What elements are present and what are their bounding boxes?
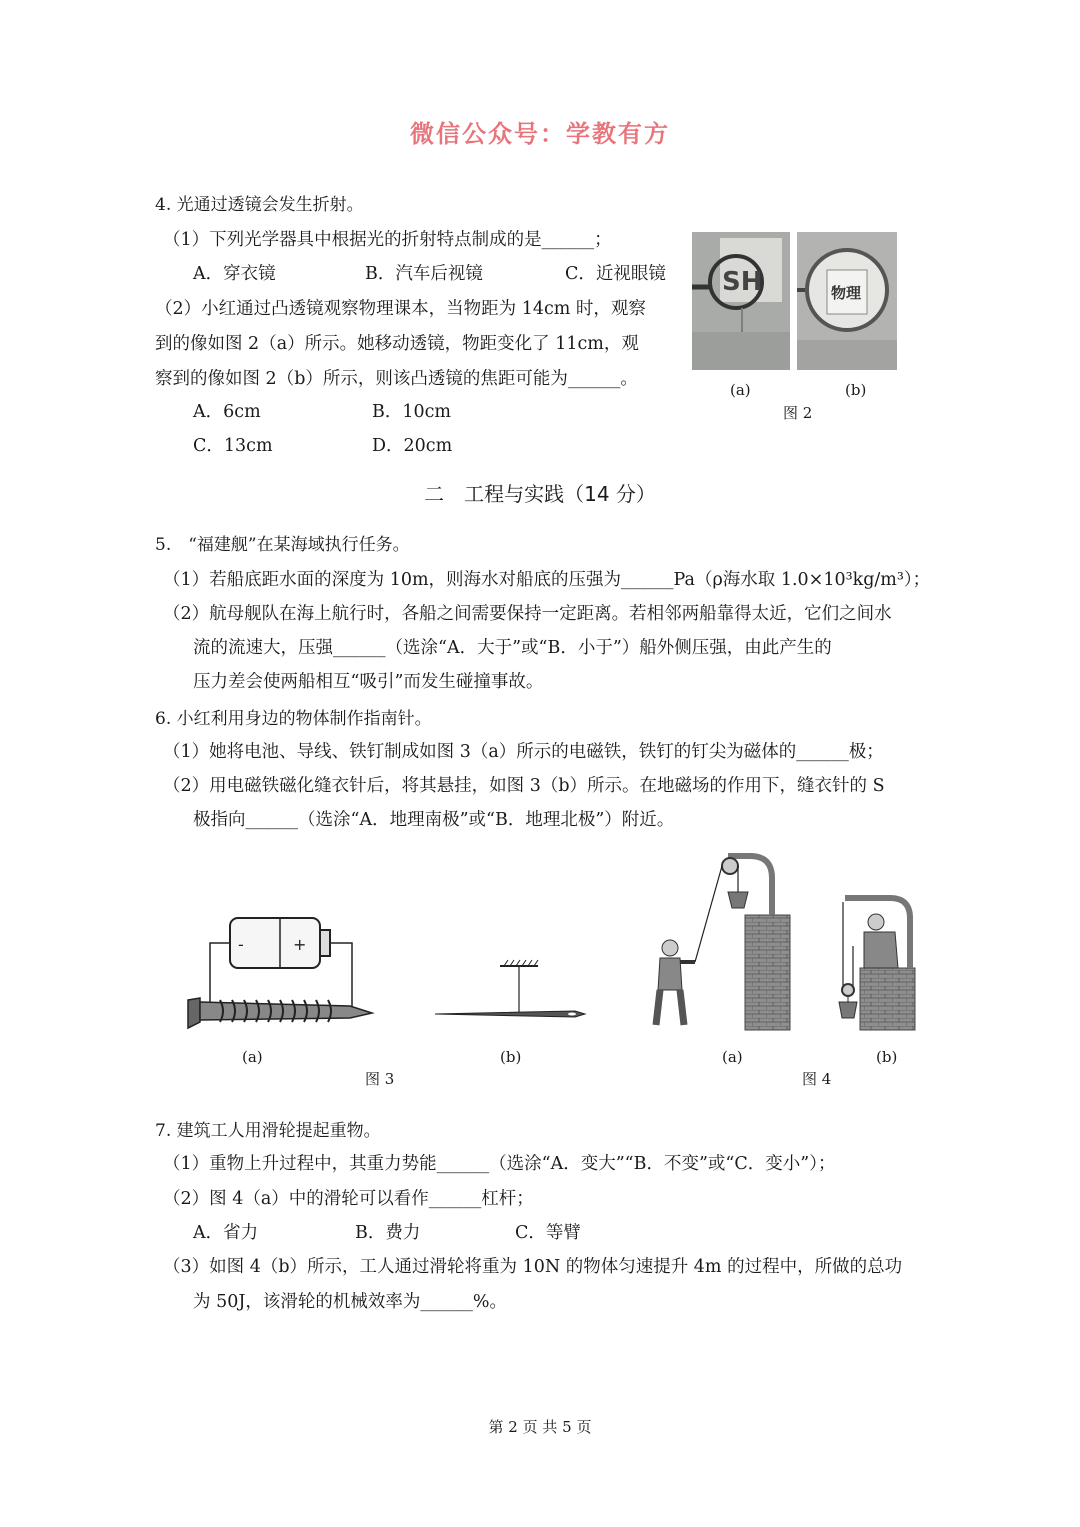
brick-wall-a (745, 915, 790, 1030)
q7-option-a: A．省力 (193, 1223, 259, 1243)
q7-part3-line2: 为 50J，该滑轮的机械效率为______%。 (193, 1292, 507, 1312)
q6-part1: （1）她将电池、导线、铁钉制成如图 3（a）所示的电磁铁，铁钉的钉尖为磁体的______极； (163, 742, 884, 762)
electromagnet-figure (188, 918, 372, 1028)
figure3-label-b: (b) (500, 1048, 522, 1066)
section-title: 二 工程与实践（14 分） (424, 482, 656, 506)
q4-p2-option-c: C．13cm (193, 436, 273, 456)
figure2b-photo (797, 232, 897, 370)
q4-p1-option-b: B．汽车后视镜 (365, 264, 483, 284)
q4-stem: 4. 光通过透镜会发生折射。 (155, 195, 364, 215)
battery-minus-label: - (238, 935, 244, 954)
q6-part2-line1: （2）用电磁铁磁化缝衣针后，将其悬挂，如图 3（b）所示。在地磁场的作用下，缝衣针的 S (163, 776, 885, 796)
fixed-pulley-figure (656, 856, 790, 1030)
pulley-a (722, 858, 738, 874)
q7-part1: （1）重物上升过程中，其重力势能______（选涂“A．变大”“B．不变”或“C．变小”）； (163, 1154, 836, 1174)
figure4-diagram (640, 850, 930, 1035)
q4-p2-option-d: D．20cm (372, 436, 453, 456)
nail-head (188, 998, 200, 1028)
q6-part2-line2: 极指向______（选涂“A．地理南极”或“B．地理北极”）附近。 (193, 810, 675, 830)
svg-text:物理: 物理 (831, 284, 862, 302)
q7-part2: （2）图 4（a）中的滑轮可以看作______杠杆； (163, 1189, 534, 1209)
q6-stem: 6. 小红利用身边的物体制作指南针。 (155, 709, 432, 729)
q4-part2-line3: 察到的像如图 2（b）所示，则该凸透镜的焦距可能为______。 (155, 369, 638, 389)
q7-part3-line1: （3）如图 4（b）所示，工人通过滑轮将重为 10N 的物体匀速提升 4m 的过程中，所做的总功 (163, 1257, 903, 1277)
q4-p2-option-b: B．10cm (372, 402, 452, 422)
worker-a-head (662, 940, 678, 956)
figure4-label-b: (b) (876, 1048, 898, 1066)
q7-option-b: B．费力 (355, 1223, 421, 1243)
figure2-label-b: (b) (845, 381, 867, 399)
page-number: 第 2 页 共 5 页 (488, 1418, 592, 1436)
q4-part2-line2: 到的像如图 2（a）所示。她移动透镜，物距变化了 11cm，观 (155, 334, 639, 354)
figure4-label-a: (a) (722, 1048, 743, 1066)
brick-wall-b (860, 968, 915, 1030)
q5-part1: （1）若船底距水面的深度为 10m，则海水对船底的压强为______Pa（ρ海水取 1.0×10³kg/m³）； (163, 570, 931, 590)
pulley-b (842, 984, 854, 996)
figure2-caption: 图 2 (783, 404, 813, 422)
q7-stem: 7. 建筑工人用滑轮提起重物。 (155, 1121, 381, 1141)
q5-part2-line3: 压力差会使两船相互“吸引”而发生碰撞事故。 (193, 672, 544, 692)
figure4-caption: 图 4 (802, 1070, 832, 1088)
battery-plus-label: + (293, 935, 307, 954)
q4-p1-option-c: C．近视眼镜 (565, 264, 666, 284)
q5-part2-line1: （2）航母舰队在海上航行时，各船之间需要保持一定距离。若相邻两船靠得太近，它们之间水 (163, 604, 892, 624)
q4-part1: （1）下列光学器具中根据光的折射特点制成的是______； (163, 230, 612, 250)
q5-part2-line2: 流的流速大，压强______（选涂“A．大于”或“B．小于”）船外侧压强，由此产生的 (193, 638, 832, 658)
figure3-caption: 图 3 (365, 1070, 395, 1088)
q4-part2-line1: （2）小红通过凸透镜观察物理课本，当物距为 14cm 时，观察 (155, 299, 646, 319)
q5-stem: 5. “福建舰”在某海域执行任务。 (155, 535, 410, 555)
watermark: 微信公众号：学教有方 (410, 119, 670, 148)
sewing-needle (435, 1011, 585, 1017)
q4-p2-option-a: A．6cm (193, 402, 261, 422)
nail-body (200, 1002, 372, 1020)
figure2-label-a: (a) (730, 381, 751, 399)
figure3-diagram (180, 910, 600, 1040)
figure3-label-a: (a) (242, 1048, 263, 1066)
figure2a-photo (692, 232, 790, 370)
worker-b-head (868, 914, 884, 930)
movable-pulley-figure (839, 898, 915, 1030)
bucket-b (839, 1002, 857, 1018)
bucket-a (728, 892, 748, 908)
q4-p1-option-a: A．穿衣镜 (193, 264, 276, 284)
hanging-needle-figure (435, 960, 585, 1017)
q7-option-c: C．等臂 (515, 1223, 581, 1243)
svg-text:SH: SH (722, 267, 763, 297)
